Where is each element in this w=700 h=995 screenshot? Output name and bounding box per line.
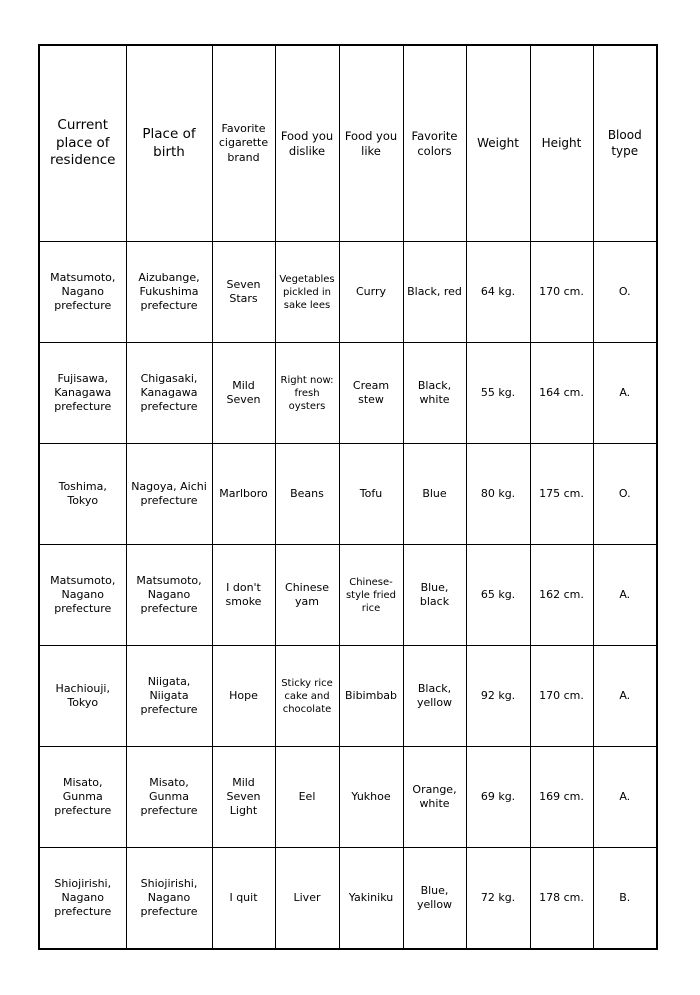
table-cell: Yakiniku [339,848,403,950]
table-cell: Blue, yellow [403,848,466,950]
table-cell: Bibimbab [339,646,403,747]
table-cell: Blue, black [403,545,466,646]
table-cell: Mild Seven Light [212,747,275,848]
table-cell: 80 kg. [466,444,530,545]
table-cell: 69 kg. [466,747,530,848]
table-cell: A. [593,545,657,646]
table-cell: A. [593,343,657,444]
table-cell: 72 kg. [466,848,530,950]
table-cell: O. [593,242,657,343]
table-cell: A. [593,747,657,848]
header-row [39,45,657,242]
table-cell: I quit [212,848,275,950]
table-cell: Toshima, Tokyo [39,444,126,545]
table-cell: Orange, white [403,747,466,848]
table-cell: Misato, Gunma prefecture [39,747,126,848]
table-row [39,747,657,848]
table-cell: Blue [403,444,466,545]
header-cell-place-of-birth: Place of birth [126,45,212,242]
table-cell: O. [593,444,657,545]
table-cell: Shiojirishi, Nagano prefecture [126,848,212,950]
table-cell: A. [593,646,657,747]
table-cell: Marlboro [212,444,275,545]
table-cell: Black, red [403,242,466,343]
table-cell: 162 cm. [530,545,593,646]
table-cell: 64 kg. [466,242,530,343]
table-row [39,848,657,950]
table-cell: Curry [339,242,403,343]
header-cell-weight: Weight [466,45,530,242]
table-cell: Aizubange, Fukushima prefecture [126,242,212,343]
table-cell: Eel [275,747,339,848]
table-cell: Chinese-style fried rice [339,545,403,646]
table-cell: B. [593,848,657,950]
table-row [39,444,657,545]
header-cell-cigarette-brand: Favorite cigarette brand [212,45,275,242]
table-cell: Matsumoto, Nagano prefecture [39,545,126,646]
table-cell: I don't smoke [212,545,275,646]
table-cell: Hope [212,646,275,747]
table-cell: 178 cm. [530,848,593,950]
table-cell: Hachiouji, Tokyo [39,646,126,747]
table-cell: Black, white [403,343,466,444]
profile-table [38,44,658,950]
table-cell: Black, yellow [403,646,466,747]
table-cell: Nagoya, Aichi prefecture [126,444,212,545]
table-cell: Tofu [339,444,403,545]
table-cell: Matsumoto, Nagano prefecture [39,242,126,343]
table-cell: Chinese yam [275,545,339,646]
table-cell: 55 kg. [466,343,530,444]
header-cell-blood-type: Blood type [593,45,657,242]
table-cell: Misato, Gunma prefecture [126,747,212,848]
table-cell: 164 cm. [530,343,593,444]
table-cell: 170 cm. [530,646,593,747]
table-cell: Chigasaki, Kanagawa prefecture [126,343,212,444]
table-cell: Cream stew [339,343,403,444]
table-cell: 175 cm. [530,444,593,545]
table-cell: Sticky rice cake and chocolate [275,646,339,747]
table-cell: 92 kg. [466,646,530,747]
table-cell: Fujisawa, Kanagawa prefecture [39,343,126,444]
header-cell-height: Height [530,45,593,242]
table-cell: Mild Seven [212,343,275,444]
table-cell: 169 cm. [530,747,593,848]
table-cell: 65 kg. [466,545,530,646]
table-cell: Vegetables pickled in sake lees [275,242,339,343]
table-row [39,343,657,444]
table-cell: Liver [275,848,339,950]
header-cell-food-like: Food you like [339,45,403,242]
table-cell: Matsumoto, Nagano prefecture [126,545,212,646]
table-cell: Beans [275,444,339,545]
header-cell-favorite-colors: Favorite colors [403,45,466,242]
table-cell: Niigata, Niigata prefecture [126,646,212,747]
table-row [39,242,657,343]
header-cell-food-dislike: Food you dislike [275,45,339,242]
table-row [39,545,657,646]
table-cell: Seven Stars [212,242,275,343]
table-cell: Right now: fresh oysters [275,343,339,444]
header-cell-current-residence: Current place of residence [39,45,126,242]
table-cell: Shiojirishi, Nagano prefecture [39,848,126,950]
table-cell: Yukhoe [339,747,403,848]
table-cell: 170 cm. [530,242,593,343]
table-row [39,646,657,747]
